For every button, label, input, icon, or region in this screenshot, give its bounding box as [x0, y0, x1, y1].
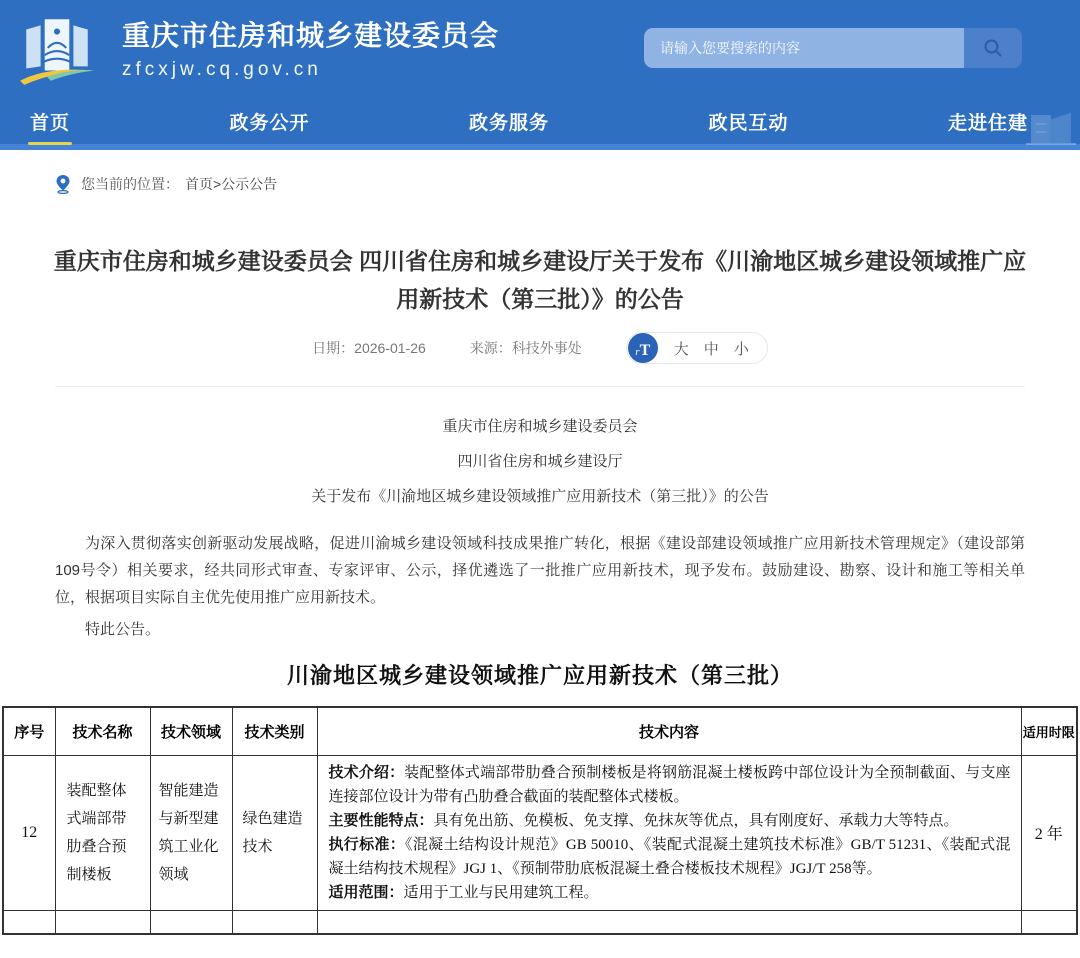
cell-duration: 2 年	[1021, 755, 1077, 910]
site-url: zfcxjw.cq.gov.cn	[122, 59, 322, 80]
announcement-subject-line: 关于发布《川渝地区城乡建设领域推广应用新技术（第三批）》的公告	[311, 488, 769, 505]
logo-building-icon	[16, 9, 98, 91]
content-scope: 适用范围：适用于工业与民用建筑工程。	[328, 884, 599, 901]
announcement-closing: 特此公告。	[85, 621, 161, 638]
announcement-paragraph: 为深入贯彻落实创新驱动发展战略，促进川渝城乡建设领域科技成果推广转化，根据《建设部建设领域推广应用新技术管理规定》（建设部第109号令）相关要求，经共同形式审查、专家评审、公示，择优遴选了一批推广应用新技术，现予发布。鼓励建设、勘察、设计和施工等相关单位，根据项目实际自主优先使用推广应用新技术。	[55, 535, 1025, 606]
table-header-row	[3, 707, 1077, 755]
content-features: 主要性能特点：具有免出筋、免模板、免支撑、免抹灰等优点，具有刚度好、承载力大等特点。	[328, 812, 959, 829]
meta-divider	[55, 386, 1025, 387]
nav-item-label: 政民互动	[708, 112, 789, 134]
article-meta	[0, 332, 1080, 364]
col-header-field: 技术领域	[150, 707, 232, 755]
date-label: 日期：	[312, 340, 355, 356]
col-header-index: 序号	[3, 707, 55, 755]
active-tab-underline	[28, 142, 72, 145]
main-nav	[0, 100, 1080, 144]
col-header-category: 技术类别	[232, 707, 317, 755]
article	[0, 242, 1080, 935]
font-size-icon[interactable]: r T	[628, 333, 658, 363]
cell-technology-content	[317, 755, 1021, 910]
col-header-duration: 适用时限	[1021, 707, 1077, 755]
search-button[interactable]	[964, 28, 1022, 68]
breadcrumb-label: 您当前的位置：	[81, 176, 179, 192]
article-title: 重庆市住房和城乡建设委员会 四川省住房和城乡建设厅关于发布《川渝地区城乡建设领域推广应用新技术（第三批）》的公告	[53, 248, 1027, 312]
search-icon	[982, 37, 1004, 59]
cell-technology-field: 智能建造与新型建筑工业化领域	[150, 755, 232, 910]
site-title: 重庆市住房和城乡建设委员会	[122, 20, 500, 51]
nav-bottom-strip	[0, 144, 1080, 150]
source-label: 来源：	[469, 340, 512, 356]
site-header	[0, 0, 1080, 100]
site-brand[interactable]	[0, 9, 499, 91]
location-pin-icon	[55, 174, 71, 194]
article-date	[312, 338, 426, 358]
search-input[interactable]	[644, 28, 964, 68]
buildings-decoration-icon	[1018, 100, 1078, 146]
nav-item-about-housing[interactable]	[948, 108, 1028, 137]
font-size-medium-button[interactable]: 中	[703, 340, 719, 358]
org-line-2: 四川省住房和城乡建设厅	[457, 453, 623, 470]
nav-item-home[interactable]	[30, 108, 70, 137]
table-header	[3, 707, 1077, 755]
nav-item-label: 走进住建	[947, 112, 1028, 134]
table-row-cutoff	[3, 910, 1077, 934]
cell-technology-name: 装配整体式端部带肋叠合预制楼板	[55, 755, 150, 910]
nav-item-public-interaction[interactable]	[708, 108, 788, 137]
technology-table	[2, 706, 1078, 935]
font-size-small-button[interactable]: 小	[733, 340, 749, 358]
content-intro: 技术介绍：装配整体式端部带肋叠合预制楼板是将钢筋混凝土楼板跨中部位设计为全预制截面、与支座连接部位设计为带有凸肋叠合截面的装配整体式楼板。	[328, 764, 1011, 805]
source-value: 科技外事处	[511, 340, 582, 356]
date-value: 2026-01-26	[354, 340, 426, 356]
content-standards: 执行标准：《混凝土结构设计规范》GB 50010、《装配式混凝土建筑技术标准》GB/T 51231、《装配式混凝土结构技术规程》JGJ 1、《预制带肋底板混凝土叠合楼板技术规程》JGJ/T 258等。	[328, 836, 1011, 877]
table-row	[3, 755, 1077, 910]
cell-index: 12	[3, 755, 55, 910]
breadcrumb-path[interactable]: 首页>公示公告	[185, 176, 278, 192]
nav-item-label: 政务服务	[468, 112, 549, 134]
nav-item-government-services[interactable]	[469, 108, 549, 137]
nav-item-label: 首页	[30, 112, 71, 134]
article-source	[470, 338, 582, 358]
cell-technology-category: 绿色建造技术	[232, 755, 317, 910]
search-box	[644, 28, 1022, 68]
nav-item-label: 政务公开	[229, 112, 310, 134]
font-size-widget	[626, 332, 768, 364]
col-header-content: 技术内容	[317, 707, 1021, 755]
announcement-heading-block	[0, 409, 1080, 514]
org-line-1: 重庆市住房和城乡建设委员会	[442, 418, 638, 435]
table-title: 川渝地区城乡建设领域推广应用新技术（第三批）	[286, 663, 793, 688]
font-size-large-button[interactable]: 大	[673, 340, 689, 358]
brand-text	[122, 19, 499, 81]
col-header-name: 技术名称	[55, 707, 150, 755]
breadcrumb	[55, 174, 1080, 194]
nav-item-government-affairs[interactable]	[229, 108, 309, 137]
